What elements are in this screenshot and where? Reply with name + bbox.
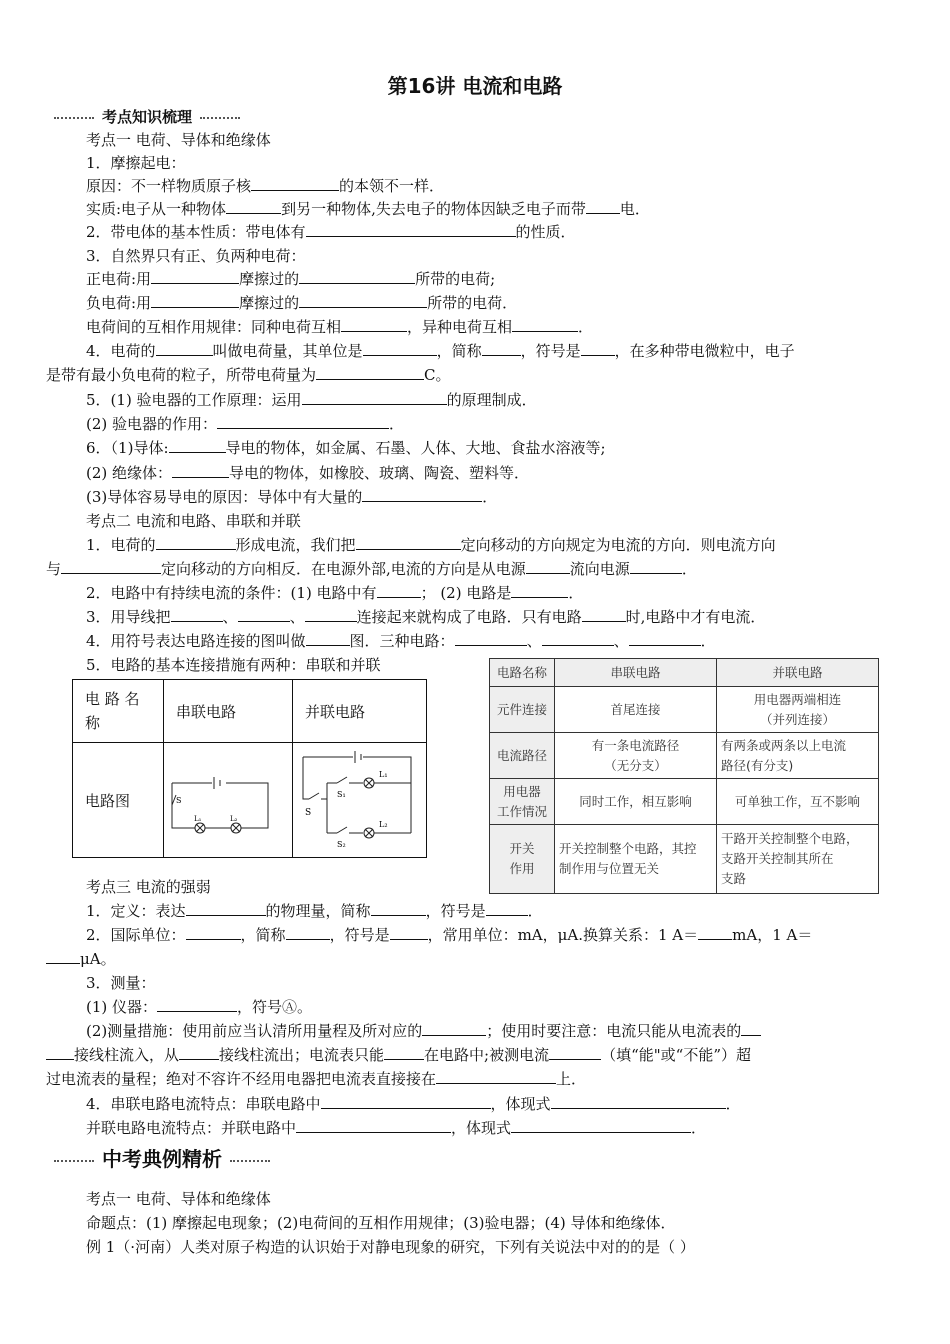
kd1-line: 1．摩擦起电： [86, 154, 186, 172]
kd1-line: (2) 绝缘体： 导电的物体，如橡胶、玻璃、陶瓷、塑料等． [86, 464, 530, 482]
table-cell: 电路名称 [490, 659, 555, 687]
circuit-diagram-table [72, 679, 427, 858]
kd3-line: 3．测量： [86, 974, 156, 992]
table-header-cell: 并联电路 [293, 680, 427, 743]
kd1-line: 原因：不一样物质原子核 的本领不一样． [86, 177, 445, 195]
table-cell: 干路开关控制整个电路， 支路开关控制其所在 支路 [717, 825, 879, 894]
kd1-line: 3．自然界只有正、负两种电荷： [86, 247, 306, 265]
page-title: 第16讲 电流和电路 [387, 74, 563, 98]
table-cell: 开关 作用 [490, 825, 555, 894]
kd1-line: 实质:电子从一种物体 到另一种物体,失去电子的物体因缺乏电子而带 电． [86, 200, 650, 218]
table-cell: 可单独工作，互不影响 [717, 779, 879, 825]
table-cell: 串联电路 [555, 659, 717, 687]
kd3-title: 考点三 电流的强弱 [86, 878, 211, 896]
kd1-line: 负电荷:用 摩擦过的 所带的电荷． [86, 294, 518, 312]
kd2-line: 与 定向移动的方向相反．在电源外部,电流的方向是从电源 流向电源 ． [46, 560, 697, 578]
kd3-line: (2)测量措施：使用前应当认清所用量程及所对应的 ；使用时要注意：电流只能从电流表的 [86, 1021, 761, 1041]
kd3-line: 4．串联电路电流特点：串联电路中 ，体现式 ． [86, 1095, 741, 1113]
kd1-line: 4．电荷的 叫做电荷量，其单位是 ，简称 ，符号是 ，在多种带电微粒中，电子 [86, 342, 795, 360]
ex-question: 例 1（·河南）人类对原子构造的认识始于对静电现象的研究，下列有关说法中对的的是（ ） [86, 1238, 695, 1256]
switch-label: S [305, 808, 312, 818]
table-header-cell: 串联电路 [164, 680, 293, 743]
kd1-line: 2．带电体的基本性质：带电体有 的性质． [86, 223, 576, 241]
lamp-label: L₁ [194, 815, 202, 823]
table-header-cell: 电 路 名 称 [73, 680, 164, 743]
kd3-line: 接线柱流入，从 接线柱流出；电流表只能 在电路中;被测电流 （填“能"或“不能”）超 [46, 1045, 751, 1065]
dotted-rule [230, 1160, 270, 1162]
kd1-line: 正电荷:用 摩擦过的 所带的电荷; [86, 270, 496, 288]
table-cell: 并联电路 [717, 659, 879, 687]
kd1-line: (3)导体容易导电的原因：导体中有大量的 ． [86, 488, 498, 506]
table-cell: 开关控制整个电路，其控 制作用与位置无关 [555, 825, 717, 894]
section-heading-knowledge: 考点知识梳理 [46, 106, 248, 127]
kd2-title: 考点二 电流和电路、串联和并联 [86, 512, 301, 530]
kd2-line: 1．电荷的 形成电流，我们把 定向移动的方向规定为电流的方向．则电流方向 [86, 536, 776, 554]
kd1-line: (2) 验电器的作用： ． [86, 415, 405, 433]
kd3-line: 过电流表的量程；绝对不容许不经用电器把电流表直接接在 上． [46, 1070, 587, 1088]
kd1-line: 5．(1) 验电器的工作原理：运用 的原理制成． [86, 391, 537, 409]
parallel-circuit-cell [293, 743, 427, 858]
kd2-line: 3．用导线把 、 、 连接起来就构成了电路．只有电路 时,电路中才有电流． [86, 608, 766, 626]
kd2-line: 2．电路中有持续电流的条件：(1) 电路中有 ； (2) 电路是 ． [86, 584, 584, 602]
dotted-rule [54, 117, 94, 119]
section-heading-examples: 中考典例精析 [46, 1143, 278, 1172]
switch-label: S₁ [337, 790, 346, 799]
kd3-line: (1) 仪器： ，符号Ⓐ。 [86, 998, 313, 1016]
dotted-rule [200, 117, 240, 119]
table-cell: 用电器两端相连 （并列连接） [717, 687, 879, 733]
series-circuit-diagram [164, 753, 276, 843]
kd3-line: μA。 [46, 949, 116, 969]
table-cell: 有两条或两条以上电流 路径(有分支) [717, 733, 879, 779]
table-row-label: 电路图 [73, 743, 164, 858]
table-cell: 元件连接 [490, 687, 555, 733]
kd1-title: 考点一 电荷、导体和绝缘体 [86, 131, 271, 149]
switch-label: S [176, 796, 182, 805]
lamp-label: L₂ [230, 815, 238, 823]
table-cell: 首尾连接 [555, 687, 717, 733]
table-cell: 用电器 工作情况 [490, 779, 555, 825]
lamp-label: L₂ [379, 820, 388, 829]
table-cell: 电流路径 [490, 733, 555, 779]
kd1-line: 6．（1)导体: 导电的物体，如金属、石墨、人体、大地、食盐水溶液等; [86, 439, 606, 457]
ex-line: 命题点：(1) 摩擦起电现象；(2)电荷间的互相作用规律；(3)验电器；(4) 导体和绝缘体． [86, 1214, 676, 1232]
parallel-circuit-diagram [293, 743, 421, 853]
ex-title: 考点一 电荷、导体和绝缘体 [86, 1190, 271, 1208]
kd3-line: 1．定义：表达 的物理量，简称 ，符号是 ． [86, 902, 543, 920]
kd3-line: 2．国际单位： ，简称 ，符号是 ，常用单位：mA，μA.换算关系：1 A＝ mA，1 A＝ [86, 926, 813, 944]
switch-label: S₂ [337, 840, 346, 849]
table-cell: 同时工作，相互影响 [555, 779, 717, 825]
kd1-line: 是带有最小负电荷的粒子，所带电荷量为 C。 [46, 366, 451, 384]
table-cell: 有一条电流路径 （无分支） [555, 733, 717, 779]
lamp-label: L₁ [379, 770, 388, 779]
kd3-line: 并联电路电流特点：并联电路中 ，体现式 ． [86, 1119, 707, 1137]
dotted-rule [54, 1160, 94, 1162]
kd2-line: 4．用符号表达电路连接的图叫做 图．三种电路： 、 、 ． [86, 632, 716, 650]
comparison-table [489, 658, 879, 894]
series-circuit-cell [164, 743, 293, 858]
kd2-line: 5．电路的基本连接措施有两种：串联和并联 [86, 656, 381, 674]
kd1-line: 电荷间的互相作用规律：同种电荷互相 ，异种电荷互相 ． [86, 318, 594, 336]
